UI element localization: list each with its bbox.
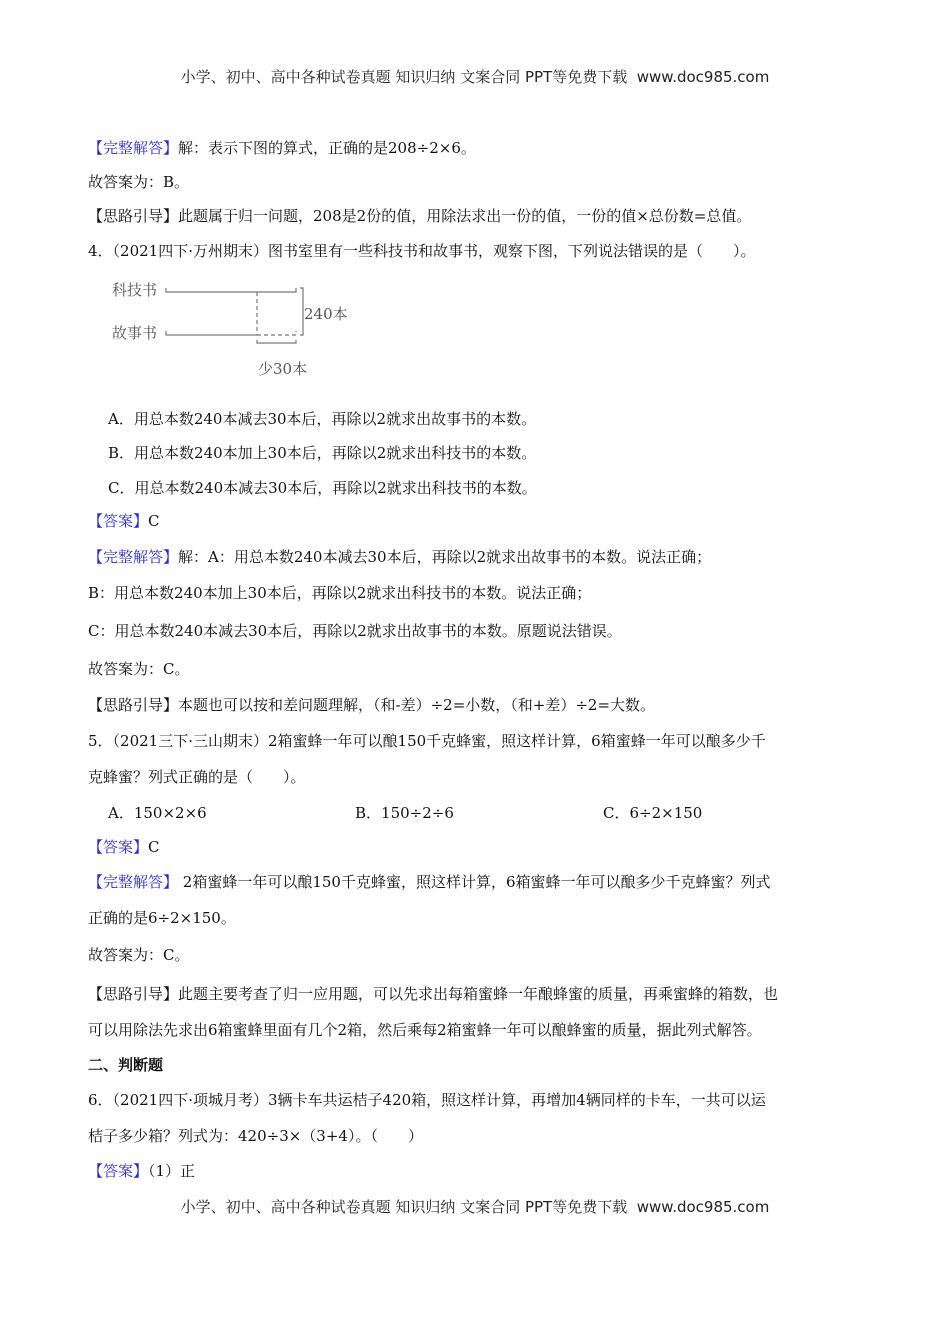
text: 此题主要考查了归一应用题，可以先求出每箱蜜蜂一年酿蜂蜜的质量，再乘蜜蜂的箱数，也 [178,985,779,1003]
diagram-top-label: 科技书 [112,281,158,299]
q5-stem: 5．（2021三下·三山期末）2箱蜜蜂一年可以酿150千克蜂蜜，照这样计算，6箱蜜蜂一年可以酿多少千 [88,732,766,750]
tag-hint: 【思路引导】 [88,696,179,714]
tag-full: 【完整解答】 [88,139,179,157]
text: C [148,838,160,856]
q4-hint [88,695,655,715]
text: 此题属于归一问题，208是2份的值，用除法求出一份的值，一份的值×总份数=总值。 [178,207,752,225]
text: 2箱蜜蜂一年可以酿150千克蜂蜜，照这样计算，6箱蜜蜂一年可以酿多少千克蜂蜜？列式 [178,873,771,891]
q5-conclusion: 故答案为：C。 [88,946,190,964]
footer-text: 小学、初中、高中各种试卷真题 知识归纳 文案合同 PPT等免费下载 [180,1198,628,1216]
q4-full-line: B：用总本数240本加上30本后，再除以2就求出科技书的本数。说法正确； [88,584,592,602]
section-title: 二、判断题 [88,1056,164,1074]
text: 解：A：用总本数240本减去30本后，再除以2就求出故事书的本数。说法正确； [178,548,712,566]
diagram-bottom-label: 故事书 [112,324,158,342]
q3-full-answer [88,138,476,158]
q5-full-answer [88,872,771,892]
q5-option-b: B．150÷2÷6 [355,804,454,822]
q4-stem: 4．（2021四下·万州期末）图书室里有一些科技书和故事书，观察下图，下列说法错误的是（ ）。 [88,242,756,260]
text: 解：表示下图的算式，正确的是208÷2×6。 [178,139,476,157]
q6-stem: 6．（2021四下·项城月考）3辆卡车共运桔子420箱，照这样计算，再增加4辆同样的卡车，一共可以运 [88,1091,766,1109]
tag-full: 【完整解答】 [88,873,179,891]
q4-conclusion: 故答案为：C。 [88,660,190,678]
diagram-diff-label: 少30本 [258,360,308,378]
q4-full-line: C：用总本数240本减去30本后，再除以2就求出故事书的本数。原题说法错误。 [88,622,622,640]
diagram-lines [108,276,358,381]
diagram-total-label: 240本 [304,305,348,323]
tag-answer: 【答案】 [88,1162,149,1180]
q4-option-b: B．用总本数240本加上30本后，再除以2就求出科技书的本数。 [108,444,537,462]
tag-full: 【完整解答】 [88,548,179,566]
q4-line-diagram [108,276,358,381]
q5-hint-line: 可以用除法先求出6箱蜜蜂里面有几个2箱，然后乘每2箱蜜蜂一年可以酿蜂蜜的质量，据此列式解答。 [88,1021,762,1039]
q5-full-line: 正确的是6÷2×150。 [88,909,236,927]
text: C [148,512,160,530]
page-footer [0,1196,950,1217]
q4-answer [88,511,160,531]
q4-option-c: C．用总本数240本减去30本后，再除以2就求出科技书的本数。 [108,479,537,497]
tag-answer: 【答案】 [88,512,149,530]
tag-hint: 【思路引导】 [88,207,179,225]
q4-full-answer [88,547,711,567]
q6-answer [88,1161,195,1181]
q5-option-c: C．6÷2×150 [603,804,703,822]
footer-site: www.doc985.com [636,1198,770,1216]
q5-stem: 克蜂蜜？列式正确的是（ ）。 [88,768,306,786]
header-site: www.doc985.com [636,68,770,86]
q3-hint [88,206,751,226]
header-text: 小学、初中、高中各种试卷真题 知识归纳 文案合同 PPT等免费下载 [180,68,628,86]
q6-stem: 桔子多少箱？列式为：420÷3×（3+4）。（ ） [88,1127,423,1145]
tag-hint: 【思路引导】 [88,985,179,1003]
tag-answer: 【答案】 [88,838,149,856]
q5-hint [88,984,778,1004]
text: （1）正 [148,1162,196,1180]
q3-conclusion: 故答案为：B。 [88,173,190,191]
page-header [0,66,950,87]
q4-option-a: A．用总本数240本减去30本后，再除以2就求出故事书的本数。 [108,410,537,428]
q5-answer [88,837,160,857]
text: 本题也可以按和差问题理解，（和-差）÷2=小数，（和+差）÷2=大数。 [178,696,656,714]
q5-option-a: A．150×2×6 [108,804,207,822]
